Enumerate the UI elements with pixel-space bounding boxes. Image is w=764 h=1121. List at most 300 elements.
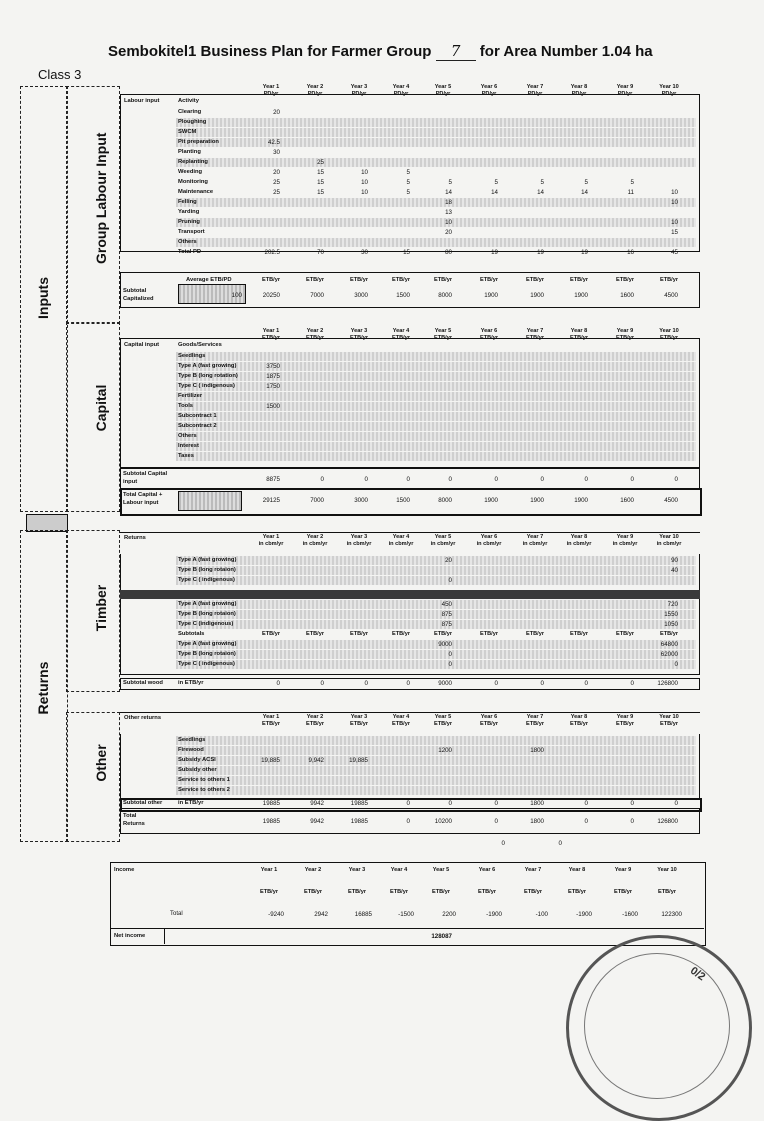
timber-price-label: Type B (long rotaion) (178, 611, 236, 617)
capital-total-7: 1900 (530, 497, 544, 504)
other-unit-7: ETB/yr (525, 721, 545, 727)
labour-year-1: Year 1 (262, 84, 280, 90)
timber-unit-5: in cbm/yr (430, 541, 456, 547)
labour-activity-label: Transport (178, 229, 205, 235)
capital-unit-4: ETB/yr (391, 335, 411, 341)
subtotal-wood-1: 0 (276, 680, 280, 687)
capital-item-value: 1500 (266, 403, 280, 410)
income-year-9: Year 9 (614, 867, 632, 873)
labour-year-8: Year 8 (570, 84, 588, 90)
timber-volume-y10: 90 (671, 557, 678, 564)
labour-activity-label: Total PD (178, 249, 202, 255)
extra-value-2: 0 (558, 840, 562, 847)
labour-year-10: Year 10 (659, 84, 679, 90)
other-section-label: Other returns (124, 715, 162, 721)
labour-activity-label: Felling (178, 199, 197, 205)
capital-item-label: Subcontract 2 (178, 423, 217, 429)
other-unit-4: ETB/yr (391, 721, 411, 727)
other-unit-10: ETB/yr (659, 721, 679, 727)
timber-subtotals-label: Subtotals (178, 631, 205, 637)
capital-total-2: 7000 (310, 497, 324, 504)
labour-value-1: 20 (273, 169, 280, 176)
other-value-1: 19,885 (261, 757, 280, 764)
capital-total-1: 29125 (262, 497, 280, 504)
other-year-2: Year 2 (306, 714, 324, 720)
income-year-3: Year 3 (348, 867, 366, 873)
timber-value-y5: 0 (448, 661, 452, 668)
capital-year-1: Year 1 (262, 328, 280, 334)
capital-subtotal-4: 0 (406, 476, 410, 483)
labour-etb-unit-10: ETB/yr (659, 277, 679, 283)
timber-etb-unit-1: ETB/yr (261, 631, 281, 637)
timber-volume-y5: 0 (448, 577, 452, 584)
labour-row-shade (176, 158, 696, 167)
labour-year-9: Year 9 (616, 84, 634, 90)
capital-item-label: Type C ( indigenous) (178, 383, 235, 389)
timber-volume-label: Type B (long rotaion) (178, 567, 236, 573)
labour-unit-7: PD/yr (527, 91, 543, 97)
income-unit-9: ETB/yr (613, 889, 633, 895)
total-returns-9: 0 (630, 818, 634, 825)
total-returns-3: 19885 (350, 818, 368, 825)
labour-value-1: 20 (273, 109, 280, 116)
net-income-value: 128087 (431, 933, 452, 940)
timber-unit-1: in cbm/yr (258, 541, 284, 547)
capital-row-shade (176, 452, 696, 461)
labour-etb-unit-9: ETB/yr (615, 277, 635, 283)
labour-activity-label: Yarding (178, 209, 200, 215)
labour-row-shade (176, 238, 696, 247)
labour-unit-5: PD/yr (435, 91, 451, 97)
income-year-4: Year 4 (390, 867, 408, 873)
labour-value-10: 10 (671, 219, 678, 226)
timber-etb-unit-5: ETB/yr (433, 631, 453, 637)
subtotal-other-9: 0 (630, 800, 634, 807)
subtotal-other-7: 1800 (530, 800, 544, 807)
labour-activity-label: Monitoring (178, 179, 208, 185)
timber-price-y10: 1550 (664, 611, 678, 618)
labour-activity-label: Pruning (178, 219, 200, 225)
capital-year-6: Year 6 (480, 328, 498, 334)
income-unit-4: ETB/yr (389, 889, 409, 895)
labour-value-6: 5 (494, 179, 498, 186)
labour-year-7: Year 7 (526, 84, 544, 90)
total-returns-10: 126800 (657, 818, 678, 825)
capital-label: Capital (93, 384, 109, 432)
other-value-7: 1800 (530, 747, 544, 754)
timber-value-label: Type B (long rotaion) (178, 651, 236, 657)
other-value-5: 1200 (438, 747, 452, 754)
labour-year-2: Year 2 (306, 84, 324, 90)
capital-unit-8: ETB/yr (569, 335, 589, 341)
labour-subtotal-6: 1900 (484, 292, 498, 299)
labour-subtotal-4: 1500 (396, 292, 410, 299)
capital-item-label: Tools (178, 403, 194, 409)
timber-value-y10: 64800 (660, 641, 678, 648)
income-value-7: -100 (535, 911, 548, 918)
capital-subtotal-7: 0 (540, 476, 544, 483)
timber-price-y5: 875 (441, 621, 452, 628)
capital-total-10: 4500 (664, 497, 678, 504)
capital-row-shade (176, 422, 696, 431)
labour-value-7: 19 (537, 249, 544, 256)
other-row-shade (176, 776, 696, 785)
title-suffix: for Area Number 1.04 ha (479, 43, 653, 60)
labour-value-5: 14 (445, 189, 452, 196)
other-year-3: Year 3 (350, 714, 368, 720)
timber-etb-unit-9: ETB/yr (615, 631, 635, 637)
capital-unit-5: ETB/yr (433, 335, 453, 341)
labour-unit-6: PD/yr (481, 91, 497, 97)
subtotal-other-8: 0 (584, 800, 588, 807)
timber-etb-unit-4: ETB/yr (391, 631, 411, 637)
labour-value-4: 15 (403, 249, 410, 256)
labour-value-1: 25 (273, 179, 280, 186)
labour-value-3: 10 (361, 179, 368, 186)
labour-value-10: 10 (671, 189, 678, 196)
timber-etb-unit-10: ETB/yr (659, 631, 679, 637)
other-year-8: Year 8 (570, 714, 588, 720)
capital-item-label: Others (178, 433, 197, 439)
capital-item-value: 1875 (266, 373, 280, 380)
capital-subtotal-2: 0 (320, 476, 324, 483)
labour-section-label: Labour input (124, 98, 160, 104)
official-stamp-inner (584, 953, 730, 1099)
subtotal-wood-7: 0 (540, 680, 544, 687)
capital-table (120, 328, 700, 514)
income-unit-3: ETB/yr (347, 889, 367, 895)
timber-unit-7: in cbm/yr (522, 541, 548, 547)
timber-etb-unit-2: ETB/yr (305, 631, 325, 637)
subtotal-wood-9: 0 (630, 680, 634, 687)
labour-value-7: 5 (540, 179, 544, 186)
income-year-10: Year 10 (657, 867, 677, 873)
capital-subtotal-3: 0 (364, 476, 368, 483)
income-value-6: -1900 (486, 911, 502, 918)
timber-table (120, 532, 700, 692)
capital-unit-1: ETB/yr (261, 335, 281, 341)
capital-year-3: Year 3 (350, 328, 368, 334)
timber-section-label: Returns (124, 535, 146, 541)
subtotal-wood-2: 0 (320, 680, 324, 687)
labour-activity-label: Ploughing (178, 119, 207, 125)
capital-item-label: Interest (178, 443, 199, 449)
income-value-1: -9240 (268, 911, 284, 918)
timber-unit-10: in cbm/yr (656, 541, 682, 547)
capital-total-3: 3000 (354, 497, 368, 504)
labour-value-3: 10 (361, 169, 368, 176)
capital-total-label: Total Capital + Labour input (123, 492, 163, 506)
labour-value-7: 14 (537, 189, 544, 196)
income-label: Income (114, 867, 135, 873)
labour-year-4: Year 4 (392, 84, 410, 90)
other-unit-6: ETB/yr (479, 721, 499, 727)
subtotal-other-10: 0 (674, 800, 678, 807)
subtotal-other-4: 0 (406, 800, 410, 807)
labour-value-5: 10 (445, 219, 452, 226)
labour-value-8: 5 (584, 179, 588, 186)
timber-unit-6: in cbm/yr (476, 541, 502, 547)
total-returns-2: 9942 (310, 818, 324, 825)
income-year-2: Year 2 (304, 867, 322, 873)
other-value-2: 9,942 (308, 757, 324, 764)
income-unit-8: ETB/yr (567, 889, 587, 895)
income-value-4: -1500 (398, 911, 414, 918)
total-returns-1: 19885 (262, 818, 280, 825)
capital-total-box-shaded (178, 491, 242, 511)
labour-subtotal-3: 3000 (354, 292, 368, 299)
labour-row-shade (176, 118, 696, 127)
capital-unit-3: ETB/yr (349, 335, 369, 341)
labour-subtotal-2: 7000 (310, 292, 324, 299)
capital-row-shade (176, 352, 696, 361)
labour-etb-unit-7: ETB/yr (525, 277, 545, 283)
capital-total-5: 8000 (438, 497, 452, 504)
subtotal-wood-8: 0 (584, 680, 588, 687)
timber-value-y10: 62000 (660, 651, 678, 658)
timber-year-7: Year 7 (526, 534, 544, 540)
total-returns-5: 10200 (434, 818, 452, 825)
capital-year-10: Year 10 (659, 328, 679, 334)
labour-activity-label: Pit preparation (178, 139, 219, 145)
labour-etb-unit-6: ETB/yr (479, 277, 499, 283)
capital-item-label: Taxes (178, 453, 195, 459)
labour-unit-2: PD/yr (307, 91, 323, 97)
timber-unit-9: in cbm/yr (612, 541, 638, 547)
labour-subtotal-10: 4500 (664, 292, 678, 299)
income-unit-6: ETB/yr (477, 889, 497, 895)
capital-subtotal-8: 0 (584, 476, 588, 483)
activity-header: Activity (178, 98, 199, 104)
labour-activity-label: Clearing (178, 109, 202, 115)
subtotal-other-3: 19885 (350, 800, 368, 807)
labour-value-1: 202.5 (264, 249, 280, 256)
capital-year-8: Year 8 (570, 328, 588, 334)
capital-row-shade (176, 392, 696, 401)
title-prefix: Sembokitel1 Business Plan for Farmer Group (108, 43, 432, 60)
labour-value-4: 5 (406, 179, 410, 186)
timber-volume-label: Type A (fast growing) (178, 557, 237, 563)
timber-etb-unit-8: ETB/yr (569, 631, 589, 637)
other-unit-3: ETB/yr (349, 721, 369, 727)
subtotal-wood-10: 126800 (657, 680, 678, 687)
subtotal-other-label: Subtotal other (123, 800, 163, 806)
capital-year-4: Year 4 (392, 328, 410, 334)
labour-etb-unit-4: ETB/yr (391, 277, 411, 283)
labour-year-6: Year 6 (480, 84, 498, 90)
subtotal-other-1: 19885 (262, 800, 280, 807)
timber-etb-unit-3: ETB/yr (349, 631, 369, 637)
income-value-2: 2942 (314, 911, 328, 918)
labour-unit-10: PD/yr (661, 91, 677, 97)
other-label: Other (93, 744, 109, 782)
income-year-6: Year 6 (478, 867, 496, 873)
income-unit-10: ETB/yr (657, 889, 677, 895)
capital-item-label: Fertilizer (178, 393, 203, 399)
timber-year-9: Year 9 (616, 534, 634, 540)
other-unit-5: ETB/yr (433, 721, 453, 727)
income-value-3: 16885 (354, 911, 372, 918)
labour-activity-label: Planting (178, 149, 201, 155)
timber-price-label: Type A (fast growing) (178, 601, 237, 607)
labour-value-5: 13 (445, 209, 452, 216)
capital-item-value: 3750 (266, 363, 280, 370)
timber-year-10: Year 10 (659, 534, 679, 540)
labour-unit-4: PD/yr (393, 91, 409, 97)
subtotal-other-5: 0 (448, 800, 452, 807)
timber-year-5: Year 5 (434, 534, 452, 540)
capital-unit-10: ETB/yr (659, 335, 679, 341)
income-unit-5: ETB/yr (431, 889, 451, 895)
other-unit-9: ETB/yr (615, 721, 635, 727)
timber-value-label: Type A (fast growing) (178, 641, 237, 647)
labour-value-3: 10 (361, 189, 368, 196)
other-unit-1: ETB/yr (261, 721, 281, 727)
other-year-1: Year 1 (262, 714, 280, 720)
income-year-7: Year 7 (524, 867, 542, 873)
labour-value-10: 15 (671, 229, 678, 236)
timber-price-y10: 720 (667, 601, 678, 608)
labour-subtotal-1: 20250 (262, 292, 280, 299)
subtotal-wood-3: 0 (364, 680, 368, 687)
subtotal-wood-label: Subtotal wood (123, 680, 163, 686)
total-returns-6: 0 (494, 818, 498, 825)
capital-section-label: Capital input (124, 342, 160, 348)
capital-total-9: 1600 (620, 497, 634, 504)
class-label: Class 3 (38, 67, 82, 82)
subtotal-other-2: 9942 (310, 800, 324, 807)
timber-year-6: Year 6 (480, 534, 498, 540)
labour-row-shade (176, 128, 696, 137)
labour-value-4: 5 (406, 189, 410, 196)
labour-value-10: 45 (671, 249, 678, 256)
labour-unit-1: PD/yr (263, 91, 279, 97)
labour-value-1: 25 (273, 189, 280, 196)
total-returns-8: 0 (584, 818, 588, 825)
capital-subtotal-6: 0 (494, 476, 498, 483)
labour-activity-label: SWCM (178, 129, 197, 135)
other-item-label: Service to others 1 (178, 777, 230, 783)
labour-value-5: 18 (445, 199, 452, 206)
timber-value-label: Type C ( indigenous) (178, 661, 235, 667)
labour-value-2: 70 (317, 249, 324, 256)
other-year-4: Year 4 (392, 714, 410, 720)
group-number: 7 (436, 42, 476, 61)
timber-price-y10: 1050 (664, 621, 678, 628)
labour-value-6: 14 (491, 189, 498, 196)
labour-value-5: 80 (445, 249, 452, 256)
timber-etb-unit-6: ETB/yr (479, 631, 499, 637)
labour-unit-3: PD/yr (351, 91, 367, 97)
labour-value-1: 30 (273, 149, 280, 156)
income-year-1: Year 1 (260, 867, 278, 873)
capital-row-shade (176, 412, 696, 421)
income-total-label: Total (170, 911, 183, 917)
capital-subtotal-5: 0 (448, 476, 452, 483)
timber-divider-bar (120, 590, 700, 599)
labour-year-3: Year 3 (350, 84, 368, 90)
timber-etb-unit-7: ETB/yr (525, 631, 545, 637)
labour-value-9: 5 (630, 179, 634, 186)
capital-subtotal-9: 0 (630, 476, 634, 483)
capital-item-label: Type B (long rotation) (178, 373, 238, 379)
total-returns-label: Total Returns (123, 813, 145, 827)
other-item-label: Subsidy other (178, 767, 217, 773)
labour-subtotal-5: 8000 (438, 292, 452, 299)
capital-unit-2: ETB/yr (305, 335, 325, 341)
labour-value-9: 16 (627, 249, 634, 256)
income-table (110, 862, 706, 948)
other-year-7: Year 7 (526, 714, 544, 720)
income-value-8: -1900 (576, 911, 592, 918)
timber-year-3: Year 3 (350, 534, 368, 540)
capital-row-shade (176, 432, 696, 441)
labour-value-4: 5 (406, 169, 410, 176)
timber-unit-8: in cbm/yr (566, 541, 592, 547)
subtotal-wood-5: 9000 (438, 680, 452, 687)
capital-year-7: Year 7 (526, 328, 544, 334)
total-returns-4: 0 (406, 818, 410, 825)
capital-total-6: 1900 (484, 497, 498, 504)
other-year-5: Year 5 (434, 714, 452, 720)
inputs-label: Inputs (35, 277, 51, 319)
avg-etb-label: Average ETB/PD (186, 277, 232, 283)
income-value-5: 2200 (442, 911, 456, 918)
timber-volume-label: Type C ( indigenous) (178, 577, 235, 583)
labour-etb-unit-8: ETB/yr (569, 277, 589, 283)
capital-item-value: 1750 (266, 383, 280, 390)
labour-value-2: 15 (317, 189, 324, 196)
income-unit-2: ETB/yr (303, 889, 323, 895)
timber-price-y5: 450 (441, 601, 452, 608)
timber-volume-y5: 20 (445, 557, 452, 564)
other-unit-2: ETB/yr (305, 721, 325, 727)
labour-value-5: 5 (448, 179, 452, 186)
other-item-label: Subsidy ACSI (178, 757, 216, 763)
labour-value-6: 19 (491, 249, 498, 256)
labour-value-5: 20 (445, 229, 452, 236)
capital-subtotal-label: Subtotal Capital input (123, 471, 168, 485)
goods-header: Goods/Services (178, 342, 222, 348)
income-value-10: 122300 (661, 911, 682, 918)
subtotal-capitalized-label: Subtotal Capitalized (123, 288, 154, 302)
capital-year-2: Year 2 (306, 328, 324, 334)
income-value-9: -1600 (622, 911, 638, 918)
labour-value-2: 25 (317, 159, 324, 166)
timber-volume-y10: 40 (671, 567, 678, 574)
other-value-3: 19,885 (349, 757, 368, 764)
timber-year-4: Year 4 (392, 534, 410, 540)
stamp-text: 0/2 (687, 964, 708, 984)
income-unit-7: ETB/yr (523, 889, 543, 895)
labour-etb-unit-5: ETB/yr (433, 277, 453, 283)
labour-subtotal-7: 1900 (530, 292, 544, 299)
subtotal-other-6: 0 (494, 800, 498, 807)
timber-year-1: Year 1 (262, 534, 280, 540)
labour-activity-label: Weeding (178, 169, 203, 175)
extra-value-1: 0 (501, 840, 505, 847)
labour-etb-unit-3: ETB/yr (349, 277, 369, 283)
labour-value-2: 15 (317, 169, 324, 176)
capital-year-9: Year 9 (616, 328, 634, 334)
other-row-shade (176, 766, 696, 775)
capital-total-4: 1500 (396, 497, 410, 504)
timber-value-y5: 0 (448, 651, 452, 658)
avg-etb-value: 100 (231, 292, 242, 299)
other-item-label: Seedlings (178, 737, 206, 743)
subtotal-wood-4: 0 (406, 680, 410, 687)
other-item-label: Service to others 2 (178, 787, 230, 793)
